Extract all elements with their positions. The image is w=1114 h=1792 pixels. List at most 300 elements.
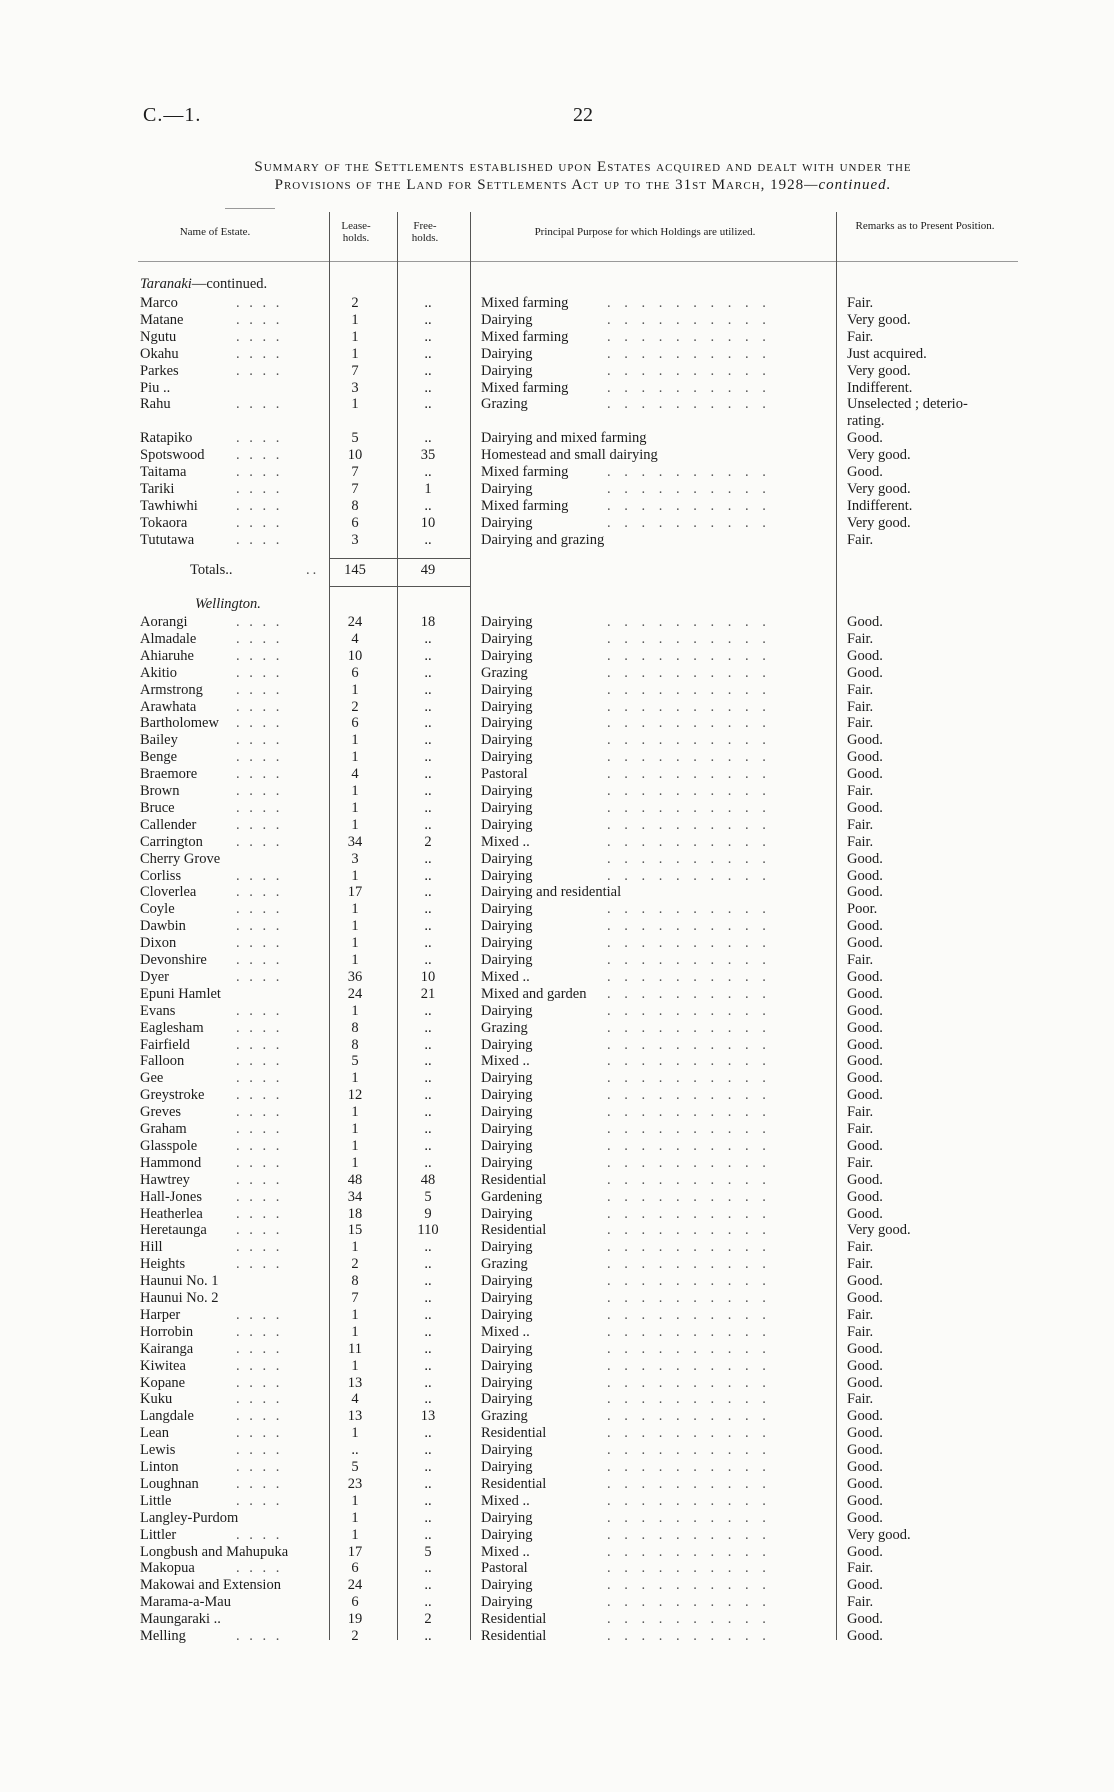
remark-value: Good. <box>847 1087 883 1104</box>
freeholds-value: 2 <box>424 1611 432 1628</box>
remark-value: Fair. <box>847 328 874 345</box>
leaseholds-value: 1 <box>351 783 359 799</box>
leaseholds-value: 34 <box>347 1188 363 1205</box>
table-row <box>0 969 1114 986</box>
totals-leaseholds: 145 <box>344 562 366 578</box>
remark-value: Fair. <box>847 1104 874 1121</box>
freeholds-value: .. <box>424 1290 432 1306</box>
purpose-value: Mixed .. <box>481 968 530 985</box>
table-row <box>0 1189 1114 1206</box>
table-row <box>0 1459 1114 1476</box>
purpose-value: Dairying <box>481 514 533 531</box>
purpose-value: Dairying <box>481 1594 533 1611</box>
estate-name: Makowai and Extension <box>140 1577 281 1594</box>
leaseholds-value: 15 <box>347 1222 363 1239</box>
estate-name: Akitio <box>140 664 178 681</box>
purpose-leader-dots: . . . . . . . . . . <box>607 362 771 379</box>
estate-name: Kuku <box>140 1391 173 1408</box>
purpose-value: Mixed .. <box>481 833 530 850</box>
freeholds-value: .. <box>424 1104 432 1121</box>
purpose-leader-dots: . . . . . . . . . . <box>607 833 771 850</box>
table-row <box>0 295 1114 312</box>
table-row <box>0 834 1114 851</box>
purpose-leader-dots: . . . . . . . . . . <box>607 1509 771 1526</box>
estate-name: Piu .. <box>140 379 171 396</box>
estate-name: Marama-a-Mau <box>140 1594 231 1611</box>
name-leader-dots: . . . . <box>236 901 283 918</box>
estate-name: Littler <box>140 1526 177 1543</box>
purpose-leader-dots: . . . . . . . . . . <box>607 630 771 647</box>
leaseholds-value: 13 <box>347 1408 363 1425</box>
purpose-value: Dairying <box>481 1104 533 1121</box>
name-leader-dots: . . . . <box>236 362 283 379</box>
purpose-leader-dots: . . . . . . . . . . <box>607 1205 771 1222</box>
remark-value: Good. <box>847 918 883 935</box>
freeholds-value: .. <box>424 1442 432 1459</box>
purpose-leader-dots: . . . . . . . . . . <box>607 1121 771 1137</box>
leaseholds-value: 6 <box>351 1560 359 1577</box>
purpose-value: Mixed .. <box>481 1543 530 1560</box>
name-leader-dots: . . . . <box>236 1628 283 1644</box>
estate-name: Benge <box>140 749 178 766</box>
purpose-value: Mixed farming <box>481 497 569 514</box>
name-leader-dots: . . . . <box>236 952 283 968</box>
freeholds-value: .. <box>424 698 432 715</box>
freeholds-value: .. <box>424 1425 432 1442</box>
estate-name: Corliss <box>140 867 182 884</box>
leaseholds-value: 3 <box>351 850 359 867</box>
table-row <box>0 464 1114 481</box>
remark-value: Good. <box>847 935 883 952</box>
remark-value: Very good. <box>847 1222 911 1239</box>
purpose-value: Dairying <box>481 1154 533 1171</box>
estate-name: Okahu <box>140 345 179 362</box>
name-leader-dots: . . . . <box>236 480 283 497</box>
purpose-value: Mixed farming <box>481 464 569 480</box>
purpose-leader-dots: . . . . . . . . . . <box>607 1408 771 1425</box>
leaseholds-value: 4 <box>351 630 359 647</box>
estate-name: Matane <box>140 311 184 328</box>
leaseholds-value: 8 <box>351 1019 359 1036</box>
remark-value: Good. <box>847 1137 883 1154</box>
leaseholds-value: 1 <box>351 1357 359 1374</box>
name-leader-dots: . . . . <box>236 1391 283 1408</box>
freeholds-value: .. <box>424 867 432 884</box>
table-row <box>0 648 1114 665</box>
remark-value: Good. <box>847 1577 883 1594</box>
purpose-value: Mixed farming <box>481 379 569 396</box>
purpose-value: Mixed .. <box>481 1053 530 1070</box>
remark-value: Good. <box>847 1492 883 1509</box>
remark-value: Fair. <box>847 715 874 732</box>
freeholds-value: .. <box>424 1002 432 1019</box>
name-leader-dots: . . . . <box>236 816 283 833</box>
freeholds-value: .. <box>424 1577 432 1594</box>
leaseholds-value: 1 <box>351 1425 359 1442</box>
taranaki-heading-text: Taranaki <box>140 276 192 292</box>
remark-value: Good. <box>847 1019 883 1036</box>
table-row <box>0 901 1114 918</box>
name-leader-dots: . . . . <box>236 1036 283 1053</box>
table-row <box>0 1138 1114 1155</box>
name-leader-dots: . . . . <box>236 1171 283 1188</box>
remark-value: Good. <box>847 850 883 867</box>
table-row <box>0 1256 1114 1273</box>
purpose-value: Dairying and residential <box>481 884 622 901</box>
name-leader-dots: . . . . <box>236 732 283 749</box>
purpose-leader-dots: . . . . . . . . . . <box>607 901 771 918</box>
table-row <box>0 1493 1114 1510</box>
leaseholds-value: 34 <box>347 833 363 850</box>
totals-leader-dots: .. <box>306 562 320 578</box>
estate-name: Kopane <box>140 1374 186 1391</box>
estate-name: Devonshire <box>140 952 207 968</box>
name-leader-dots: . . . . <box>236 345 283 362</box>
section-heading-taranaki <box>140 276 267 293</box>
remark-value: Good. <box>847 1002 883 1019</box>
table-row <box>0 1324 1114 1341</box>
name-leader-dots: . . . . <box>236 1526 283 1543</box>
estate-name: Evans <box>140 1002 176 1019</box>
purpose-leader-dots: . . . . . . . . . . <box>607 328 771 345</box>
freeholds-value: .. <box>424 1374 432 1391</box>
leaseholds-value: 1 <box>351 1323 359 1340</box>
purpose-leader-dots: . . . . . . . . . . <box>607 1222 771 1239</box>
name-leader-dots: . . . . <box>236 1002 283 1019</box>
table-row <box>0 396 1114 413</box>
estate-name: Haunui No. 2 <box>140 1290 219 1306</box>
purpose-leader-dots: . . . . . . . . . . <box>607 1036 771 1053</box>
purpose-value: Residential <box>481 1475 547 1492</box>
freeholds-value: .. <box>424 1306 432 1323</box>
purpose-leader-dots: . . . . . . . . . . <box>607 664 771 681</box>
name-leader-dots: . . . . <box>236 968 283 985</box>
purpose-leader-dots: . . . . . . . . . . <box>607 311 771 328</box>
purpose-value: Dairying <box>481 1036 533 1053</box>
leaseholds-value: 1 <box>351 1239 359 1256</box>
leaseholds-value: 5 <box>351 430 359 447</box>
freeholds-value: .. <box>424 783 432 799</box>
table-row <box>0 1290 1114 1307</box>
estate-name: Linton <box>140 1459 179 1475</box>
freeholds-value: .. <box>424 1256 432 1273</box>
leaseholds-value: 24 <box>347 614 363 630</box>
purpose-leader-dots: . . . . . . . . . . <box>607 1323 771 1340</box>
leaseholds-value: 10 <box>347 647 363 664</box>
freeholds-value: .. <box>424 1053 432 1070</box>
freeholds-value: .. <box>424 1121 432 1137</box>
name-leader-dots: . . . . <box>236 833 283 850</box>
purpose-value: Dairying and mixed farming <box>481 430 647 447</box>
leaseholds-value: 7 <box>351 480 359 497</box>
purpose-leader-dots: . . . . . . . . . . <box>607 497 771 514</box>
totals-rule-top <box>330 558 470 559</box>
purpose-leader-dots: . . . . . . . . . . <box>607 480 771 497</box>
leaseholds-value: 36 <box>347 968 363 985</box>
remark-value: Fair. <box>847 1239 874 1256</box>
remark-value: Good. <box>847 1036 883 1053</box>
remark-value: Very good. <box>847 311 911 328</box>
purpose-leader-dots: . . . . . . . . . . <box>607 396 771 413</box>
name-leader-dots: . . . . <box>236 1121 283 1137</box>
name-leader-dots: . . . . <box>236 1323 283 1340</box>
freeholds-value: .. <box>424 1391 432 1408</box>
col-header-freeholds: Free-holds. <box>411 220 439 244</box>
purpose-value: Dairying <box>481 1577 533 1594</box>
leaseholds-value: 1 <box>351 1104 359 1121</box>
estate-name: Cherry Grove <box>140 850 221 867</box>
freeholds-value: .. <box>424 1019 432 1036</box>
purpose-value: Dairying <box>481 1391 533 1408</box>
leaseholds-value: 5 <box>351 1053 359 1070</box>
name-leader-dots: . . . . <box>236 497 283 514</box>
freeholds-value: .. <box>424 1323 432 1340</box>
purpose-leader-dots: . . . . . . . . . . <box>607 1019 771 1036</box>
remark-value: Good. <box>847 464 883 480</box>
purpose-value: Dairying <box>481 1137 533 1154</box>
freeholds-value: .. <box>424 1628 432 1644</box>
table-row <box>0 986 1114 1003</box>
leaseholds-value: 1 <box>351 1154 359 1171</box>
leaseholds-value: 7 <box>351 464 359 480</box>
purpose-value: Dairying <box>481 1239 533 1256</box>
col-header-purpose: Principal Purpose for which Holdings are utilized. <box>534 226 756 238</box>
purpose-value: Dairying <box>481 1340 533 1357</box>
totals-freeholds: 49 <box>420 562 436 578</box>
freeholds-value: 48 <box>420 1171 436 1188</box>
freeholds-value: .. <box>424 1137 432 1154</box>
purpose-leader-dots: . . . . . . . . . . <box>607 985 771 1002</box>
remark-value: Good. <box>847 985 883 1002</box>
purpose-value: Dairying <box>481 918 533 935</box>
remark-value: Good. <box>847 1188 883 1205</box>
remark-value: Fair. <box>847 681 874 698</box>
purpose-leader-dots: . . . . . . . . . . <box>607 1171 771 1188</box>
name-leader-dots: . . . . <box>236 1070 283 1087</box>
remark-value: Very good. <box>847 514 911 531</box>
purpose-leader-dots: . . . . . . . . . . <box>607 1374 771 1391</box>
name-leader-dots: . . . . <box>236 1306 283 1323</box>
name-leader-dots: . . . . <box>236 884 283 901</box>
purpose-leader-dots: . . . . . . . . . . <box>607 1188 771 1205</box>
estate-name: Hall-Jones <box>140 1188 203 1205</box>
freeholds-value: .. <box>424 379 432 396</box>
purpose-leader-dots: . . . . . . . . . . <box>607 1492 771 1509</box>
remark-value: Fair. <box>847 816 874 833</box>
table-row <box>0 665 1114 682</box>
freeholds-value: .. <box>424 396 432 413</box>
estate-name: Tariki <box>140 480 175 497</box>
estate-name: Longbush and Mahupuka <box>140 1543 289 1560</box>
table-row <box>0 1358 1114 1375</box>
estate-name: Cloverlea <box>140 884 197 901</box>
purpose-value: Dairying <box>481 1205 533 1222</box>
leaseholds-value: 1 <box>351 749 359 766</box>
remark-value: Just acquired. <box>847 345 927 362</box>
purpose-value: Dairying <box>481 480 533 497</box>
estate-name: Tokaora <box>140 514 188 531</box>
leaseholds-value: 8 <box>351 1273 359 1290</box>
purpose-leader-dots: . . . . . . . . . . <box>607 918 771 935</box>
freeholds-value: .. <box>424 884 432 901</box>
purpose-value: Dairying <box>481 681 533 698</box>
freeholds-value: .. <box>424 901 432 918</box>
table-row <box>0 1172 1114 1189</box>
leaseholds-value: 1 <box>351 918 359 935</box>
table-row <box>0 1628 1114 1645</box>
table-row <box>0 817 1114 834</box>
purpose-leader-dots: . . . . . . . . . . <box>607 1104 771 1121</box>
name-leader-dots: . . . . <box>236 681 283 698</box>
table-row <box>0 1594 1114 1611</box>
estate-name: Graham <box>140 1121 187 1137</box>
table-row <box>0 800 1114 817</box>
name-leader-dots: . . . . <box>236 867 283 884</box>
purpose-value: Mixed .. <box>481 1323 530 1340</box>
name-leader-dots: . . . . <box>236 514 283 531</box>
purpose-leader-dots: . . . . . . . . . . <box>607 816 771 833</box>
remark-value: Fair. <box>847 698 874 715</box>
estate-name: Arawhata <box>140 698 197 715</box>
table-row <box>0 682 1114 699</box>
table-row <box>0 715 1114 732</box>
purpose-leader-dots: . . . . . . . . . . <box>607 783 771 799</box>
table-row <box>0 498 1114 515</box>
estate-name: Lean <box>140 1425 169 1442</box>
purpose-value: Dairying <box>481 749 533 766</box>
leaseholds-value: 2 <box>351 1628 359 1644</box>
leaseholds-value: 6 <box>351 715 359 732</box>
estate-name: Makopua <box>140 1560 195 1577</box>
name-leader-dots: . . . . <box>236 1188 283 1205</box>
estate-name: Kairanga <box>140 1340 194 1357</box>
name-leader-dots: . . . . <box>236 1256 283 1273</box>
leaseholds-value: 1 <box>351 799 359 816</box>
leaseholds-value: 1 <box>351 1121 359 1137</box>
name-leader-dots: . . . . <box>236 1053 283 1070</box>
estate-name: Carrington <box>140 833 203 850</box>
name-leader-dots: . . . . <box>236 799 283 816</box>
name-leader-dots: . . . . <box>236 783 283 799</box>
freeholds-value: .. <box>424 749 432 766</box>
table-row <box>0 329 1114 346</box>
freeholds-value: .. <box>424 1459 432 1475</box>
estate-name: Greystroke <box>140 1087 205 1104</box>
remark-value: Good. <box>847 766 883 783</box>
purpose-value: Residential <box>481 1425 547 1442</box>
table-row <box>0 1037 1114 1054</box>
purpose-leader-dots: . . . . . . . . . . <box>607 715 771 732</box>
estate-name: Tawhiwhi <box>140 497 198 514</box>
purpose-leader-dots: . . . . . . . . . . <box>607 614 771 630</box>
name-leader-dots: . . . . <box>236 1374 283 1391</box>
leaseholds-value: 4 <box>351 1391 359 1408</box>
name-leader-dots: . . . . <box>236 1154 283 1171</box>
purpose-value: Dairying <box>481 1070 533 1087</box>
remark-value: Good. <box>847 1425 883 1442</box>
purpose-leader-dots: . . . . . . . . . . <box>607 295 771 311</box>
freeholds-value: .. <box>424 799 432 816</box>
purpose-value: Gardening <box>481 1188 543 1205</box>
table-row <box>0 1560 1114 1577</box>
estate-name: Spotswood <box>140 447 205 464</box>
remark-value: Good. <box>847 1205 883 1222</box>
purpose-value: Pastoral <box>481 766 528 783</box>
purpose-value: Dairying <box>481 1273 533 1290</box>
table-row <box>0 1375 1114 1392</box>
table-row <box>0 1087 1114 1104</box>
estate-name: Melling <box>140 1628 186 1644</box>
remark-value: Fair. <box>847 1306 874 1323</box>
estate-name: Rahu <box>140 396 171 413</box>
name-leader-dots: . . . . <box>236 1560 283 1577</box>
name-leader-dots: . . . . <box>236 295 283 311</box>
name-leader-dots: . . . . <box>236 664 283 681</box>
estate-name: Tututawa <box>140 531 195 548</box>
remark-value: Good. <box>847 1408 883 1425</box>
leaseholds-value: 1 <box>351 1137 359 1154</box>
freeholds-value: .. <box>424 630 432 647</box>
estate-name: Kiwitea <box>140 1357 186 1374</box>
leaseholds-value: 1 <box>351 1526 359 1543</box>
purpose-leader-dots: . . . . . . . . . . <box>607 1256 771 1273</box>
purpose-value: Dairying <box>481 867 533 884</box>
remark-value: Good. <box>847 1357 883 1374</box>
purpose-leader-dots: . . . . . . . . . . <box>607 952 771 968</box>
purpose-leader-dots: . . . . . . . . . . <box>607 1306 771 1323</box>
freeholds-value: .. <box>424 430 432 447</box>
name-leader-dots: . . . . <box>236 430 283 447</box>
purpose-leader-dots: . . . . . . . . . . <box>607 732 771 749</box>
purpose-value: Dairying <box>481 732 533 749</box>
freeholds-value: 5 <box>424 1543 432 1560</box>
purpose-leader-dots: . . . . . . . . . . <box>607 345 771 362</box>
leaseholds-value: 3 <box>351 379 359 396</box>
leaseholds-value: 19 <box>347 1611 363 1628</box>
purpose-leader-dots: . . . . . . . . . . <box>607 1290 771 1306</box>
purpose-value: Dairying <box>481 783 533 799</box>
table-row <box>0 312 1114 329</box>
purpose-value: Dairying <box>481 1509 533 1526</box>
name-leader-dots: . . . . <box>236 464 283 480</box>
leaseholds-value: 6 <box>351 1594 359 1611</box>
purpose-leader-dots: . . . . . . . . . . <box>607 850 771 867</box>
remark-value: Good. <box>847 749 883 766</box>
remark-value: Good. <box>847 1543 883 1560</box>
estate-name: Hawtrey <box>140 1171 190 1188</box>
freeholds-value: .. <box>424 647 432 664</box>
table-row <box>0 1408 1114 1425</box>
leaseholds-value: 1 <box>351 311 359 328</box>
purpose-leader-dots: . . . . . . . . . . <box>607 1137 771 1154</box>
estate-name: Armstrong <box>140 681 203 698</box>
name-leader-dots: . . . . <box>236 630 283 647</box>
col-header-remarks: Remarks as to Present Position. <box>855 220 995 232</box>
purpose-value: Dairying <box>481 698 533 715</box>
purpose-leader-dots: . . . . . . . . . . <box>607 1594 771 1611</box>
freeholds-value: 13 <box>420 1408 436 1425</box>
remark-value: Good. <box>847 1070 883 1087</box>
leaseholds-value: 18 <box>347 1205 363 1222</box>
leaseholds-value: 23 <box>347 1475 363 1492</box>
leaseholds-value: 24 <box>347 1577 363 1594</box>
estate-name: Maungaraki .. <box>140 1611 221 1628</box>
name-leader-dots: . . . . <box>236 766 283 783</box>
leaseholds-value: 1 <box>351 345 359 362</box>
remark-value: Good. <box>847 867 883 884</box>
purpose-value: Dairying <box>481 630 533 647</box>
table-row <box>0 631 1114 648</box>
